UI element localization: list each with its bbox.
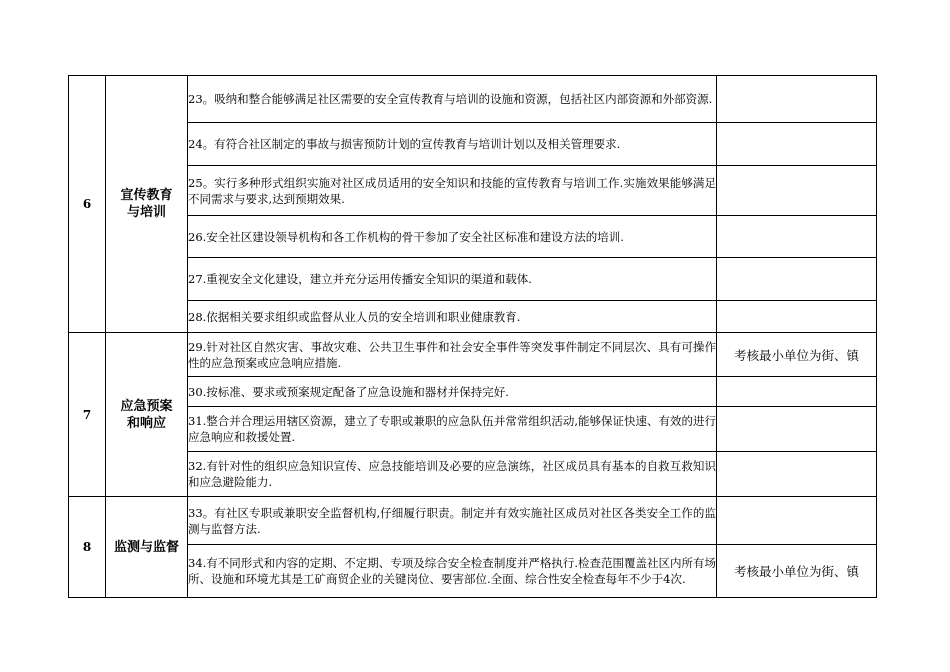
table-row xyxy=(69,333,877,377)
table-row xyxy=(69,301,877,333)
table-row xyxy=(69,545,877,598)
item-text: 33。有社区专职或兼职安全监督机构,仔细履行职责。制定并有效实施社区成员对社区各类安全工作的监测与监督方法. xyxy=(188,497,717,545)
section-number: 6 xyxy=(69,76,106,333)
item-note: 考核最小单位为街、镇 xyxy=(717,545,877,598)
table-row xyxy=(69,377,877,407)
item-note xyxy=(717,166,877,216)
item-note xyxy=(717,497,877,545)
category-line: 宣传教育 xyxy=(120,188,173,203)
item-note xyxy=(717,258,877,301)
section-category xyxy=(106,76,188,333)
item-note xyxy=(717,452,877,497)
table-row xyxy=(69,258,877,301)
category-line: 和响应 xyxy=(126,415,166,431)
assessment-table xyxy=(68,75,877,598)
category-line: 应急预案 xyxy=(120,398,173,414)
item-text: 25。实行多种形式组织实施对社区成员适用的安全知识和技能的宣传教育与培训工作.实施效果能够满足不同需求与要求,达到预期效果. xyxy=(188,166,717,216)
section-category xyxy=(106,333,188,497)
item-text: 23。吸纳和整合能够满足社区需要的安全宣传教育与培训的设施和资源，包括社区内部资源和外部资源. xyxy=(188,76,717,123)
category-line: 监测与监督 xyxy=(113,539,179,555)
item-note xyxy=(717,216,877,258)
item-text: 24。有符合社区制定的事故与损害预防计划的宣传教育与培训计划以及相关管理要求. xyxy=(188,123,717,166)
item-note xyxy=(717,123,877,166)
table-row xyxy=(69,166,877,216)
section-number: 8 xyxy=(69,497,106,598)
table-row xyxy=(69,76,877,123)
item-text: 26.安全社区建设领导机构和各工作机构的骨干参加了安全社区标准和建设方法的培训. xyxy=(188,216,717,258)
section-number: 7 xyxy=(69,333,106,497)
item-text: 31.整合并合理运用辖区资源，建立了专职或兼职的应急队伍并常常组织活动,能够保证快速、有效的进行应急响应和救援处置. xyxy=(188,407,717,452)
item-text: 29.针对社区自然灾害、事故灾难、公共卫生事件和社会安全事件等突发事件制定不同层次、具有可操作性的应急预案或应急响应措施. xyxy=(188,333,717,377)
section-category xyxy=(106,497,188,598)
item-text: 32.有针对性的组织应急知识宣传、应急技能培训及必要的应急演练，社区成员具有基本的自救互救知识和应急避险能力. xyxy=(188,452,717,497)
item-text: 27.重视安全文化建设，建立并充分运用传播安全知识的渠道和载体. xyxy=(188,258,717,301)
table-row xyxy=(69,407,877,452)
table-row xyxy=(69,452,877,497)
item-note: 考核最小单位为街、镇 xyxy=(717,333,877,377)
item-note xyxy=(717,76,877,123)
table-row xyxy=(69,497,877,545)
item-note xyxy=(717,301,877,333)
table-row xyxy=(69,216,877,258)
item-text: 28.依据相关要求组织或监督从业人员的安全培训和职业健康教育. xyxy=(188,301,717,333)
item-text: 30.按标准、要求或预案规定配备了应急设施和器材并保持完好. xyxy=(188,377,717,407)
item-note xyxy=(717,407,877,452)
category-line: 与培训 xyxy=(126,205,166,220)
table-row xyxy=(69,123,877,166)
item-text: 34.有不同形式和内容的定期、不定期、专项及综合安全检查制度并严格执行.检查范围覆盖社区内所有场所、设施和环境尤其是工矿商贸企业的关键岗位、要害部位.全面、综合性安全检查每年不少于4次. xyxy=(188,545,717,598)
item-note xyxy=(717,377,877,407)
